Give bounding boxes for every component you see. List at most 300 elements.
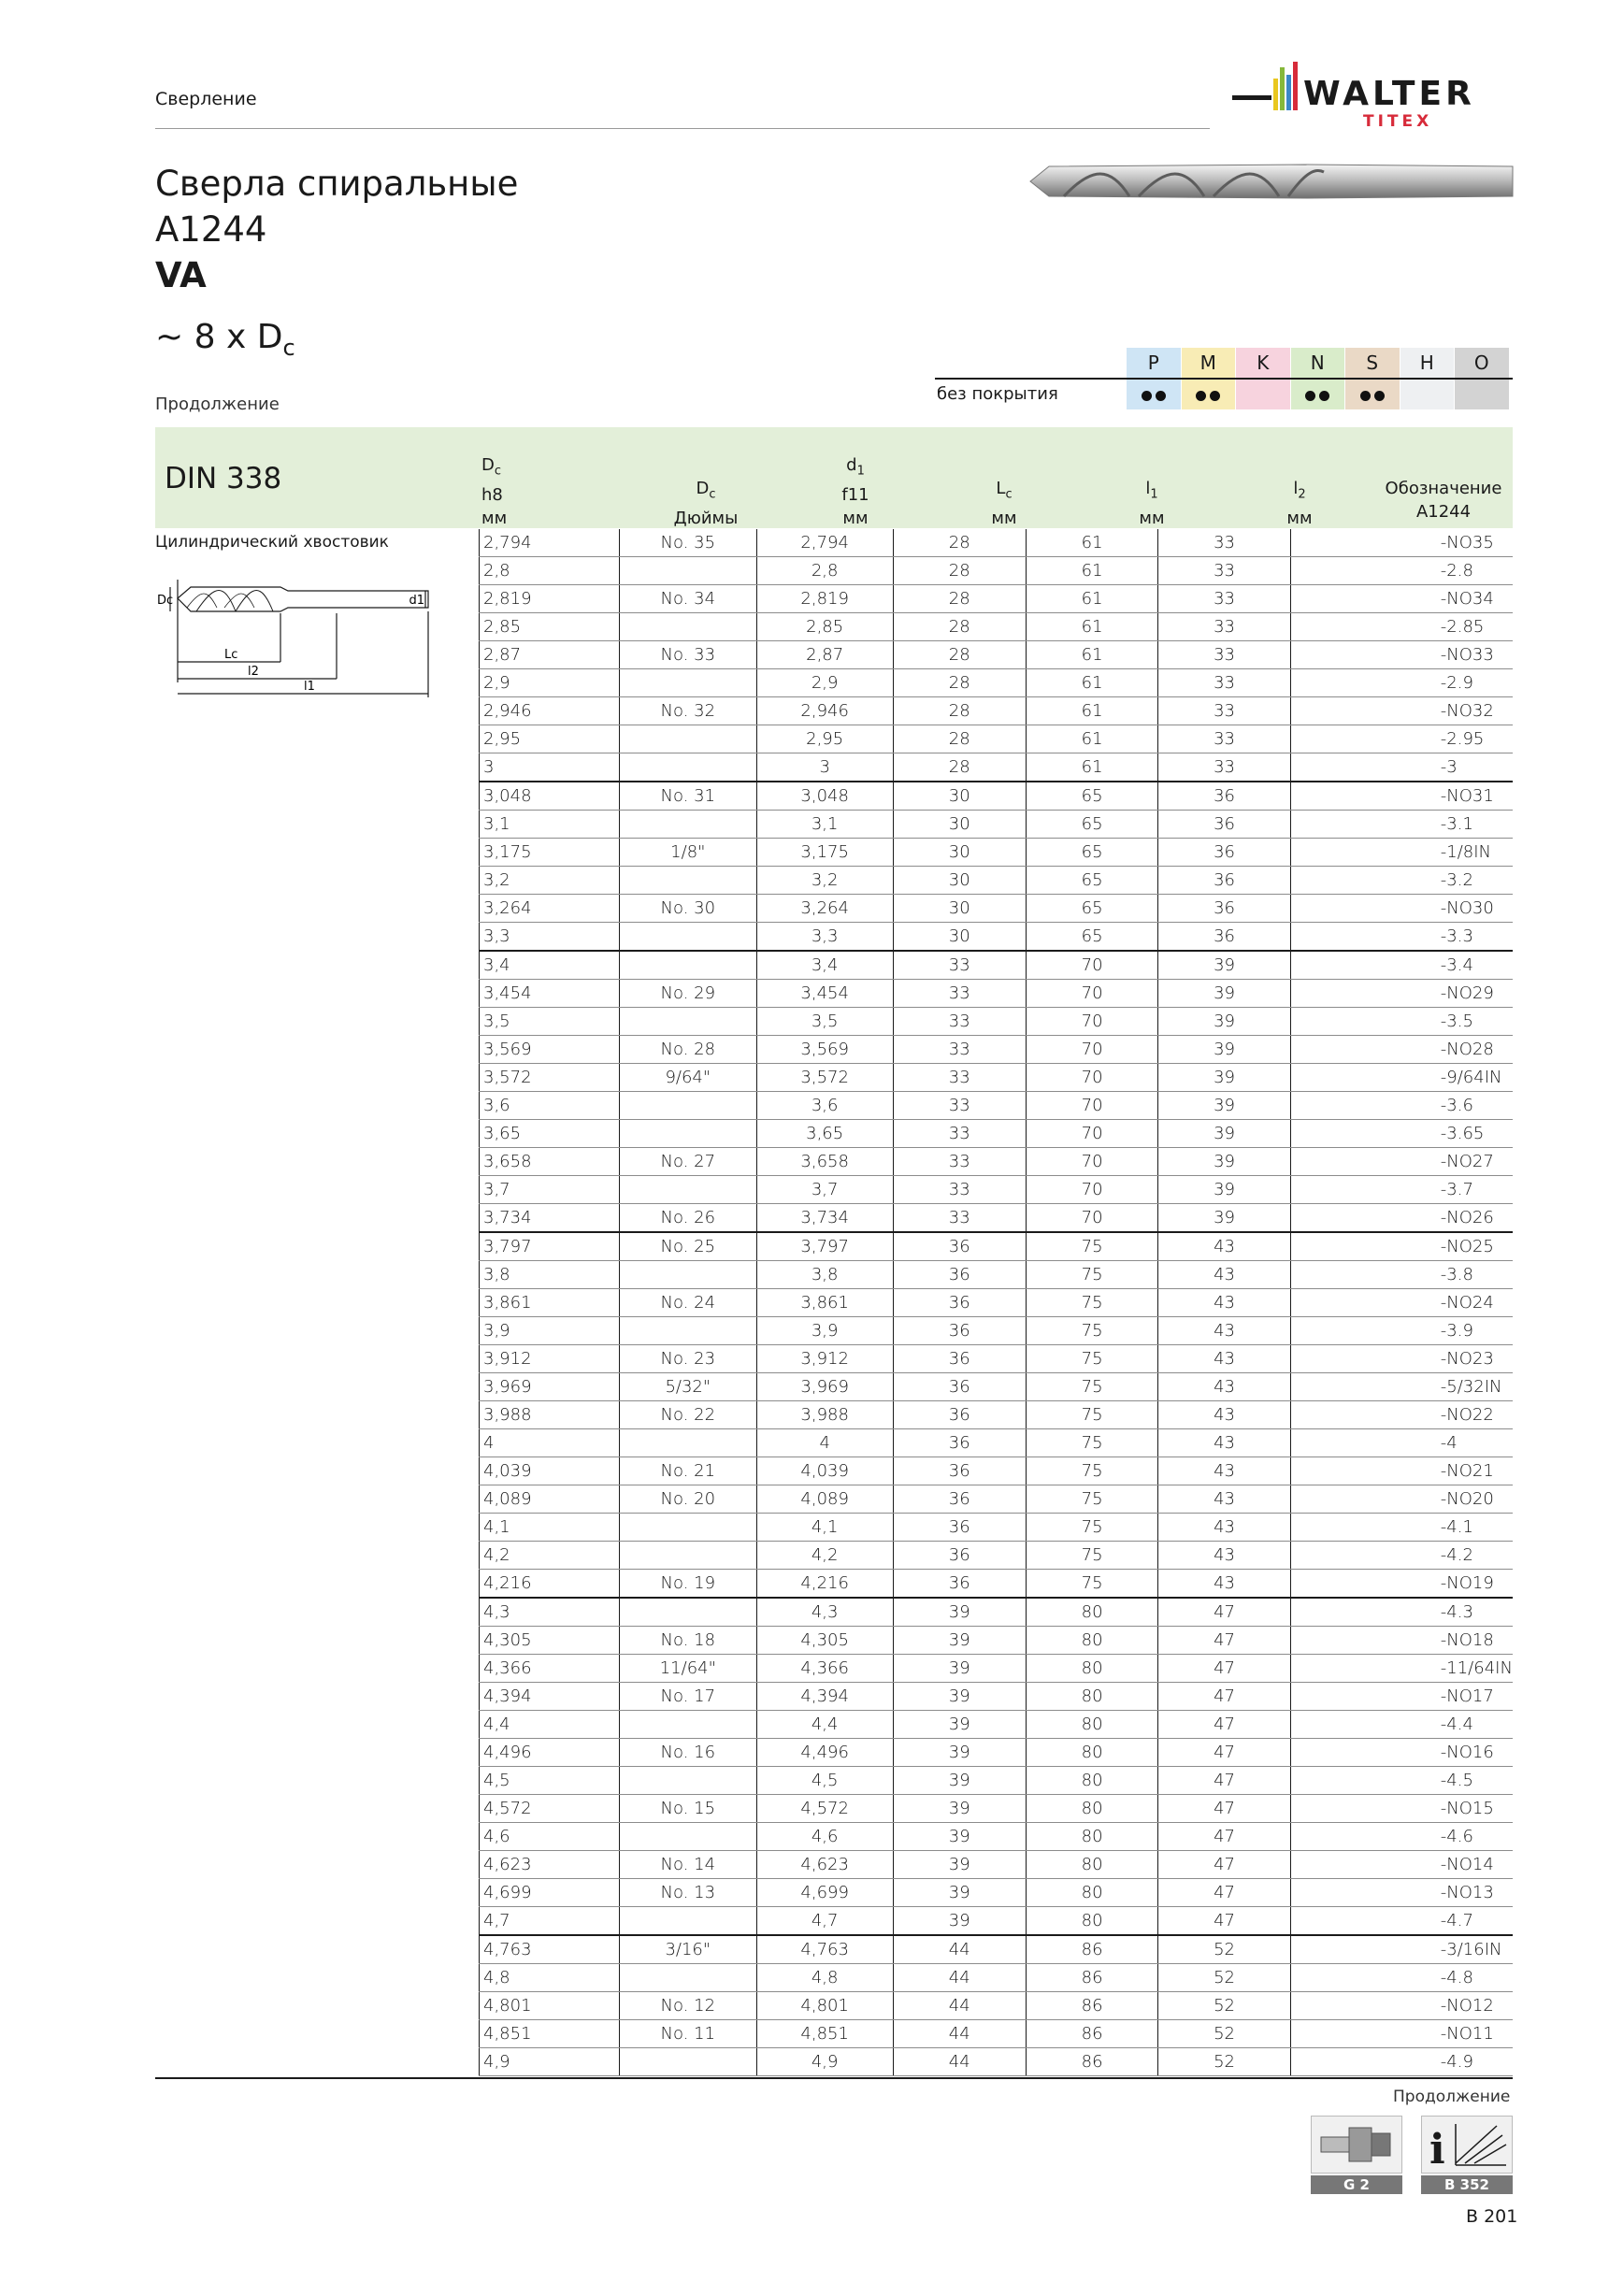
cell-d1: 2,819 — [756, 585, 893, 613]
cell-dc-inch — [619, 1964, 756, 1992]
table-row — [480, 980, 1514, 1008]
cell-dc-mm: 4,623 — [480, 1851, 620, 1879]
cell-dc-mm: 3,175 — [480, 839, 620, 867]
cell-dc-mm: 3,861 — [480, 1289, 620, 1317]
cell-dc-mm: 4,089 — [480, 1485, 620, 1514]
header-designation-code: A1244 — [1415, 502, 1472, 522]
cell-lc: 39 — [893, 1627, 1026, 1655]
cell-l1: 61 — [1026, 529, 1157, 557]
cell-d1: 4,572 — [756, 1795, 893, 1823]
cell-lc: 33 — [893, 1176, 1026, 1204]
cell-dc-mm: 3,569 — [480, 1036, 620, 1064]
cell-dc-inch: No. 20 — [619, 1485, 756, 1514]
header-d1 — [781, 453, 930, 530]
cell-l1: 65 — [1026, 867, 1157, 895]
cell-lc: 28 — [893, 585, 1026, 613]
cell-l2: 43 — [1158, 1457, 1290, 1485]
cell-d1: 3,797 — [756, 1232, 893, 1261]
cell-dc-inch: No. 27 — [619, 1148, 756, 1176]
cell-designation: -2.85 — [1290, 613, 1513, 641]
cell-d1: 3,8 — [756, 1261, 893, 1289]
cell-lc: 28 — [893, 669, 1026, 697]
cell-designation: -NO21 — [1290, 1457, 1513, 1485]
cell-l1: 75 — [1026, 1232, 1157, 1261]
table-row — [480, 641, 1514, 669]
cell-l2: 43 — [1158, 1261, 1290, 1289]
cell-l1: 70 — [1026, 951, 1157, 980]
cell-lc: 33 — [893, 1204, 1026, 1233]
table-row — [480, 1457, 1514, 1485]
table-row — [480, 1570, 1514, 1599]
sketch-l2-label: l2 — [248, 665, 259, 679]
cell-dc-inch — [619, 811, 756, 839]
material-group-spacer — [935, 348, 1126, 378]
cell-designation: -NO19 — [1290, 1570, 1513, 1599]
table-row — [480, 867, 1514, 895]
cell-d1: 2,85 — [756, 613, 893, 641]
header-l1-sub: 1 — [1150, 487, 1158, 502]
cell-l1: 86 — [1026, 2048, 1157, 2076]
cell-dc-inch — [619, 1514, 756, 1542]
cell-d1: 3,048 — [756, 782, 893, 811]
table-row — [480, 1739, 1514, 1767]
title-line1: Сверла спиральные — [155, 164, 519, 204]
cell-l1: 75 — [1026, 1289, 1157, 1317]
cell-dc-inch — [619, 1092, 756, 1120]
header-l2-symbol: l — [1293, 479, 1299, 498]
cell-l1: 75 — [1026, 1261, 1157, 1289]
material-coating-row — [935, 380, 1513, 409]
cell-dc-inch — [619, 1120, 756, 1148]
cell-designation: -NO35 — [1290, 529, 1513, 557]
cell-l1: 80 — [1026, 1851, 1157, 1879]
cell-l2: 47 — [1158, 1739, 1290, 1767]
cell-lc: 36 — [893, 1457, 1026, 1485]
cell-dc-inch — [619, 613, 756, 641]
suitability-dot — [1360, 391, 1371, 401]
cell-d1: 3,2 — [756, 867, 893, 895]
cell-dc-mm: 4,7 — [480, 1907, 620, 1936]
cell-dc-mm: 4,3 — [480, 1598, 620, 1627]
cell-l1: 75 — [1026, 1542, 1157, 1570]
cell-dc-inch — [619, 1767, 756, 1795]
cell-designation: -3.65 — [1290, 1120, 1513, 1148]
cell-d1: 3,969 — [756, 1373, 893, 1401]
cell-lc: 28 — [893, 529, 1026, 557]
material-suitability-k — [1236, 380, 1290, 409]
header-dc-unit: мм — [481, 508, 508, 528]
shank-type-label: Цилиндрический хвостовик — [155, 533, 389, 552]
cell-d1: 4,9 — [756, 2048, 893, 2076]
cell-l2: 33 — [1158, 669, 1290, 697]
cell-d1: 2,87 — [756, 641, 893, 669]
cell-l1: 80 — [1026, 1627, 1157, 1655]
cell-d1: 3,861 — [756, 1289, 893, 1317]
cell-dc-inch: No. 18 — [619, 1627, 756, 1655]
cell-dc-inch: No. 31 — [619, 782, 756, 811]
header-dc-symbol: D — [481, 455, 495, 475]
cell-d1: 3,988 — [756, 1401, 893, 1429]
cell-dc-mm: 3,2 — [480, 867, 620, 895]
cell-d1: 4,801 — [756, 1992, 893, 2020]
cell-l1: 75 — [1026, 1485, 1157, 1514]
header-dc-inch — [631, 477, 781, 530]
cell-dc-mm: 3,264 — [480, 895, 620, 923]
cell-l2: 36 — [1158, 782, 1290, 811]
cell-d1: 3,7 — [756, 1176, 893, 1204]
cell-l1: 80 — [1026, 1739, 1157, 1767]
table-row — [480, 1907, 1514, 1936]
material-group-h: H — [1400, 348, 1455, 378]
material-suitability-h — [1400, 380, 1455, 409]
table-row — [480, 1935, 1514, 1964]
cell-designation: -3.7 — [1290, 1176, 1513, 1204]
header-divider — [155, 128, 1210, 129]
cell-lc: 30 — [893, 895, 1026, 923]
cell-l1: 65 — [1026, 839, 1157, 867]
cell-l1: 80 — [1026, 1823, 1157, 1851]
suitability-dot — [1196, 391, 1206, 401]
cell-d1: 3,454 — [756, 980, 893, 1008]
cell-dc-mm: 3,1 — [480, 811, 620, 839]
cell-l2: 36 — [1158, 867, 1290, 895]
cell-d1: 2,946 — [756, 697, 893, 725]
cell-d1: 4,5 — [756, 1767, 893, 1795]
material-group-m: M — [1182, 348, 1236, 378]
cell-designation: -NO13 — [1290, 1879, 1513, 1907]
table-row — [480, 951, 1514, 980]
cell-lc: 30 — [893, 811, 1026, 839]
table-row — [480, 1148, 1514, 1176]
cell-l1: 61 — [1026, 697, 1157, 725]
cell-dc-inch — [619, 1823, 756, 1851]
header-d1-tolerance: f11 — [841, 484, 869, 505]
cell-l1: 75 — [1026, 1345, 1157, 1373]
cell-l2: 43 — [1158, 1514, 1290, 1542]
cell-dc-mm: 4,9 — [480, 2048, 620, 2076]
info-chart-icon — [1421, 2116, 1513, 2174]
suitability-dot — [1142, 391, 1152, 401]
cell-l1: 70 — [1026, 1176, 1157, 1204]
cell-d1: 4,3 — [756, 1598, 893, 1627]
cell-dc-mm: 3,734 — [480, 1204, 620, 1233]
cell-designation: -4.8 — [1290, 1964, 1513, 1992]
table-row — [480, 613, 1514, 641]
cell-dc-inch: No. 19 — [619, 1570, 756, 1599]
cell-dc-mm: 3,7 — [480, 1176, 620, 1204]
chuck-reference-icon[interactable] — [1311, 2116, 1402, 2194]
cell-dc-inch: No. 34 — [619, 585, 756, 613]
cell-d1: 2,9 — [756, 669, 893, 697]
cell-lc: 44 — [893, 2048, 1026, 2076]
cell-d1: 4,763 — [756, 1935, 893, 1964]
cell-dc-mm: 3,454 — [480, 980, 620, 1008]
cell-lc: 36 — [893, 1317, 1026, 1345]
cell-lc: 39 — [893, 1907, 1026, 1936]
cell-d1: 3,569 — [756, 1036, 893, 1064]
cell-dc-mm: 4,801 — [480, 1992, 620, 2020]
cell-designation: -4.7 — [1290, 1907, 1513, 1936]
cell-designation: -3/16IN — [1290, 1935, 1513, 1964]
cell-lc: 39 — [893, 1851, 1026, 1879]
cell-dc-mm: 3,9 — [480, 1317, 620, 1345]
cell-dc-inch: No. 32 — [619, 697, 756, 725]
cell-dc-mm: 2,87 — [480, 641, 620, 669]
continued-label-bottom: Продолжение — [1393, 2088, 1511, 2106]
cell-dc-inch: No. 15 — [619, 1795, 756, 1823]
cell-d1: 3,572 — [756, 1064, 893, 1092]
cell-dc-inch: No. 23 — [619, 1345, 756, 1373]
sketch-l1-label: l1 — [304, 680, 315, 694]
cell-designation: -4.3 — [1290, 1598, 1513, 1627]
walter-titex-logo — [1232, 58, 1517, 133]
cell-dc-mm: 4,496 — [480, 1739, 620, 1767]
cell-designation: -1/8IN — [1290, 839, 1513, 867]
cell-dc-mm: 4,699 — [480, 1879, 620, 1907]
material-group-k: K — [1236, 348, 1290, 378]
cell-dc-mm: 3,5 — [480, 1008, 620, 1036]
material-suitability-m — [1182, 380, 1236, 409]
cell-l2: 43 — [1158, 1317, 1290, 1345]
header-inch-sub: c — [709, 487, 716, 502]
tool-holder-icon — [1311, 2116, 1402, 2174]
cell-dc-mm: 4,366 — [480, 1655, 620, 1683]
cell-d1: 3,175 — [756, 839, 893, 867]
cell-designation: -3.1 — [1290, 811, 1513, 839]
table-row — [480, 725, 1514, 753]
cell-lc: 44 — [893, 2020, 1026, 2048]
cell-l2: 43 — [1158, 1570, 1290, 1599]
material-group-o: O — [1455, 348, 1509, 378]
table-row — [480, 1627, 1514, 1655]
cell-dc-inch: No. 16 — [619, 1739, 756, 1767]
cell-dc-inch: No. 13 — [619, 1879, 756, 1907]
page-title — [155, 161, 518, 298]
cell-l1: 70 — [1026, 1036, 1157, 1064]
cell-lc: 39 — [893, 1767, 1026, 1795]
cell-l2: 52 — [1158, 1935, 1290, 1964]
cell-l2: 47 — [1158, 1598, 1290, 1627]
cell-dc-mm: 2,8 — [480, 557, 620, 585]
cell-d1: 4,851 — [756, 2020, 893, 2048]
cell-designation: -NO11 — [1290, 2020, 1513, 2048]
drill-dimension-sketch — [150, 570, 430, 701]
cell-designation: -NO22 — [1290, 1401, 1513, 1429]
cell-l2: 39 — [1158, 1120, 1290, 1148]
cell-dc-mm: 4,039 — [480, 1457, 620, 1485]
cell-dc-inch: 5/32" — [619, 1373, 756, 1401]
table-row — [480, 1879, 1514, 1907]
cell-l1: 80 — [1026, 1655, 1157, 1683]
cell-d1: 3,912 — [756, 1345, 893, 1373]
cell-designation: -5/32IN — [1290, 1373, 1513, 1401]
table-row — [480, 1514, 1514, 1542]
table-row — [480, 1092, 1514, 1120]
drill-data-rows — [480, 529, 1514, 2076]
cell-designation: -NO30 — [1290, 895, 1513, 923]
cell-l2: 43 — [1158, 1542, 1290, 1570]
table-row — [480, 782, 1514, 811]
cell-dc-inch — [619, 1176, 756, 1204]
cell-d1: 4,216 — [756, 1570, 893, 1599]
header-inch-unit: Дюймы — [673, 508, 739, 528]
cell-designation: -4.9 — [1290, 2048, 1513, 2076]
cell-d1: 3,1 — [756, 811, 893, 839]
cell-lc: 28 — [893, 725, 1026, 753]
section-title: Сверление — [155, 89, 257, 109]
cell-designation: -NO34 — [1290, 585, 1513, 613]
cell-l1: 75 — [1026, 1373, 1157, 1401]
cell-l2: 43 — [1158, 1401, 1290, 1429]
cell-designation: -4.5 — [1290, 1767, 1513, 1795]
cell-l1: 61 — [1026, 585, 1157, 613]
table-row — [480, 1289, 1514, 1317]
cell-dc-inch: No. 26 — [619, 1204, 756, 1233]
material-group-n: N — [1291, 348, 1345, 378]
table-row — [480, 1964, 1514, 1992]
header-inch-symbol: D — [696, 479, 710, 498]
icon-label-g2: G 2 — [1311, 2175, 1402, 2194]
cell-dc-mm: 4,1 — [480, 1514, 620, 1542]
cell-d1: 3,264 — [756, 895, 893, 923]
cell-lc: 39 — [893, 1795, 1026, 1823]
cell-l2: 39 — [1158, 1176, 1290, 1204]
icon-label-b352: B 352 — [1421, 2175, 1513, 2194]
material-suitability-s — [1345, 380, 1400, 409]
cell-l1: 80 — [1026, 1767, 1157, 1795]
cell-lc: 36 — [893, 1570, 1026, 1599]
cell-lc: 36 — [893, 1485, 1026, 1514]
cell-dc-mm: 2,85 — [480, 613, 620, 641]
cell-dc-mm: 3,65 — [480, 1120, 620, 1148]
cell-dc-mm: 3 — [480, 753, 620, 782]
cell-l1: 75 — [1026, 1457, 1157, 1485]
cell-designation: -NO18 — [1290, 1627, 1513, 1655]
cell-designation: -4.4 — [1290, 1711, 1513, 1739]
cell-dc-inch — [619, 1008, 756, 1036]
cell-lc: 33 — [893, 1008, 1026, 1036]
header-designation-label: Обозначение — [1385, 479, 1502, 498]
table-row — [480, 1176, 1514, 1204]
cell-l2: 47 — [1158, 1823, 1290, 1851]
cell-designation: -3.2 — [1290, 867, 1513, 895]
header-l1-unit: мм — [1139, 508, 1165, 528]
cell-dc-mm: 3,572 — [480, 1064, 620, 1092]
cell-lc: 30 — [893, 923, 1026, 952]
cell-designation: -NO25 — [1290, 1232, 1513, 1261]
suitability-dot — [1156, 391, 1166, 401]
cell-dc-mm: 4,2 — [480, 1542, 620, 1570]
table-bottom-rule — [155, 2077, 1513, 2079]
table-row — [480, 1232, 1514, 1261]
cell-dc-mm: 3,912 — [480, 1345, 620, 1373]
cell-dc-inch: 1/8" — [619, 839, 756, 867]
cell-l2: 33 — [1158, 529, 1290, 557]
cell-designation: -NO33 — [1290, 641, 1513, 669]
cell-designation: -NO14 — [1290, 1851, 1513, 1879]
header-lc-sub: c — [1005, 487, 1013, 502]
material-suitability-o — [1455, 380, 1509, 409]
length-ratio — [155, 318, 295, 361]
cell-dc-inch: No. 17 — [619, 1683, 756, 1711]
cell-dc-inch: No. 29 — [619, 980, 756, 1008]
cell-l2: 33 — [1158, 641, 1290, 669]
cell-designation: -2.8 — [1290, 557, 1513, 585]
cell-l2: 52 — [1158, 1992, 1290, 2020]
cell-dc-mm: 4,572 — [480, 1795, 620, 1823]
cell-dc-inch — [619, 669, 756, 697]
cell-dc-mm: 4,216 — [480, 1570, 620, 1599]
cell-d1: 3,3 — [756, 923, 893, 952]
cell-dc-inch: 9/64" — [619, 1064, 756, 1092]
cell-dc-inch — [619, 2048, 756, 2076]
cell-l2: 47 — [1158, 1879, 1290, 1907]
cell-l1: 80 — [1026, 1711, 1157, 1739]
cell-dc-inch — [619, 867, 756, 895]
cell-l1: 65 — [1026, 811, 1157, 839]
cell-dc-mm: 3,8 — [480, 1261, 620, 1289]
cell-lc: 33 — [893, 1148, 1026, 1176]
header-d1-sub: 1 — [856, 464, 865, 479]
cell-l2: 39 — [1158, 1204, 1290, 1233]
cell-l1: 61 — [1026, 669, 1157, 697]
cell-l1: 61 — [1026, 641, 1157, 669]
table-row — [480, 1598, 1514, 1627]
cell-l2: 47 — [1158, 1627, 1290, 1655]
cell-l2: 47 — [1158, 1851, 1290, 1879]
cell-l1: 86 — [1026, 1964, 1157, 1992]
cell-designation: -NO29 — [1290, 980, 1513, 1008]
cell-dc-mm: 3,969 — [480, 1373, 620, 1401]
cell-l2: 39 — [1158, 1092, 1290, 1120]
table-row — [480, 1992, 1514, 2020]
material-suitability-p — [1127, 380, 1181, 409]
cell-lc: 36 — [893, 1345, 1026, 1373]
cell-designation: -NO32 — [1290, 697, 1513, 725]
cell-l2: 33 — [1158, 613, 1290, 641]
table-row — [480, 1485, 1514, 1514]
cell-dc-mm: 4,5 — [480, 1767, 620, 1795]
header-dc-h8 — [481, 453, 538, 530]
cell-lc: 33 — [893, 1036, 1026, 1064]
logo-walter-text: WALTER — [1303, 75, 1475, 113]
cell-l2: 52 — [1158, 1964, 1290, 1992]
cutting-data-reference-icon[interactable] — [1421, 2116, 1513, 2194]
cell-lc: 28 — [893, 697, 1026, 725]
cell-dc-mm: 4,763 — [480, 1935, 620, 1964]
table-row — [480, 1542, 1514, 1570]
table-row — [480, 1120, 1514, 1148]
cell-d1: 2,8 — [756, 557, 893, 585]
cell-lc: 39 — [893, 1823, 1026, 1851]
cell-l2: 39 — [1158, 1008, 1290, 1036]
header-d1-unit: мм — [842, 508, 869, 528]
sketch-lc-label: Lc — [224, 648, 238, 662]
cell-dc-mm: 4,8 — [480, 1964, 620, 1992]
table-row — [480, 1683, 1514, 1711]
cell-lc: 39 — [893, 1655, 1026, 1683]
cell-dc-inch — [619, 1542, 756, 1570]
header-l2 — [1226, 477, 1373, 530]
cell-dc-mm: 2,946 — [480, 697, 620, 725]
cell-d1: 4,039 — [756, 1457, 893, 1485]
cell-dc-inch: No. 24 — [619, 1289, 756, 1317]
cell-designation: -NO26 — [1290, 1204, 1513, 1233]
cell-dc-mm: 3,048 — [480, 782, 620, 811]
cell-l2: 33 — [1158, 557, 1290, 585]
cell-dc-inch: No. 30 — [619, 895, 756, 923]
cell-designation: -NO24 — [1290, 1289, 1513, 1317]
